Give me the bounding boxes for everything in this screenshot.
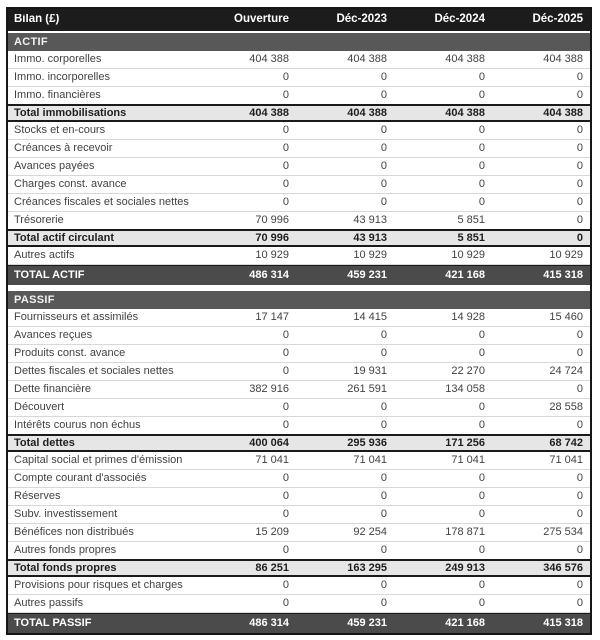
- table-row: [8, 69, 590, 87]
- cell-value: 86 251: [255, 561, 289, 574]
- table-row: [8, 542, 590, 560]
- cell-value: 0: [576, 544, 583, 556]
- subtotal-row: [8, 104, 590, 122]
- row-label: Intérêts courus non échus: [14, 420, 141, 431]
- cell-value: 415 318: [543, 269, 583, 281]
- table-row: [8, 417, 590, 435]
- row-label: Trésorerie: [14, 215, 64, 226]
- cell-value: 415 318: [543, 617, 583, 629]
- row-label: TOTAL PASSIF: [14, 618, 92, 629]
- cell-value: 0: [478, 472, 485, 484]
- cell-value: 14 415: [353, 311, 387, 323]
- row-label: Subv. investissement: [14, 509, 118, 520]
- cell-value: 0: [380, 71, 387, 83]
- cell-value: 0: [576, 124, 583, 136]
- cell-value: 0: [576, 196, 583, 208]
- cell-value: 43 913: [353, 214, 387, 226]
- table-row: [8, 577, 590, 595]
- row-label: ACTIF: [14, 36, 48, 48]
- cell-value: 0: [576, 490, 583, 502]
- row-label: Avances payées: [14, 161, 95, 172]
- cell-value: 0: [282, 419, 289, 431]
- table-row: [8, 488, 590, 506]
- cell-value: 0: [576, 142, 583, 154]
- cell-value: 15 209: [255, 526, 289, 538]
- table-row: [8, 506, 590, 524]
- table-row: [8, 381, 590, 399]
- cell-value: 134 058: [445, 383, 485, 395]
- cell-value: 0: [380, 579, 387, 591]
- row-label: Stocks et en-cours: [14, 125, 106, 136]
- cell-value: 0: [380, 544, 387, 556]
- cell-value: 0: [380, 401, 387, 413]
- cell-value: 0: [576, 71, 583, 83]
- cell-value: 0: [576, 160, 583, 172]
- cell-value: 404 388: [445, 53, 485, 65]
- cell-value: 0: [576, 508, 583, 520]
- cell-value: 0: [576, 419, 583, 431]
- table-row: [8, 309, 590, 327]
- cell-value: 70 996: [255, 231, 289, 244]
- cell-value: 0: [478, 178, 485, 190]
- cell-value: 0: [380, 178, 387, 190]
- row-label: Bénéfices non distribués: [14, 527, 134, 538]
- cell-value: 71 041: [451, 454, 485, 466]
- cell-value: 0: [478, 160, 485, 172]
- cell-value: 0: [576, 178, 583, 190]
- row-label: Créances fiscales et sociales nettes: [14, 197, 189, 208]
- row-label: Total immobilisations: [14, 107, 127, 119]
- row-label: Réserves: [14, 491, 61, 502]
- cell-value: 486 314: [249, 617, 289, 629]
- cell-value: 400 064: [249, 436, 289, 449]
- cell-value: 10 929: [255, 249, 289, 261]
- cell-value: 70 996: [255, 214, 289, 226]
- cell-value: 0: [380, 160, 387, 172]
- cell-value: 10 929: [353, 249, 387, 261]
- row-label: Immo. financières: [14, 90, 101, 101]
- balance-sheet-table: [6, 7, 592, 635]
- cell-value: 0: [478, 544, 485, 556]
- row-label: Immo. incorporelles: [14, 72, 110, 83]
- cell-value: 404 388: [347, 53, 387, 65]
- table-row: [8, 399, 590, 417]
- cell-value: 0: [478, 401, 485, 413]
- row-label: Autres fonds propres: [14, 545, 117, 556]
- cell-value: 19 931: [353, 365, 387, 377]
- cell-value: 92 254: [353, 526, 387, 538]
- row-label: PASSIF: [14, 294, 55, 306]
- cell-value: 0: [478, 508, 485, 520]
- cell-value: 404 388: [249, 53, 289, 65]
- table-row: [8, 51, 590, 69]
- cell-value: 0: [478, 579, 485, 591]
- row-label: Total dettes: [14, 437, 75, 449]
- cell-value: 0: [282, 347, 289, 359]
- section-header-row: [8, 33, 590, 51]
- cell-value: 0: [380, 508, 387, 520]
- cell-value: 0: [380, 472, 387, 484]
- grand-total-row: [8, 265, 590, 285]
- row-label: Fournisseurs et assimilés: [14, 312, 139, 323]
- cell-value: 10 929: [549, 249, 583, 261]
- cell-value: 459 231: [347, 617, 387, 629]
- row-label: Autres passifs: [14, 598, 84, 609]
- cell-value: 404 388: [445, 106, 485, 119]
- table-body: [8, 33, 590, 633]
- row-label: Dette financière: [14, 384, 92, 395]
- row-label: Compte courant d'associés: [14, 473, 147, 484]
- cell-value: 0: [282, 124, 289, 136]
- cell-value: 0: [380, 124, 387, 136]
- row-label: Découvert: [14, 402, 65, 413]
- column-header: Déc-2024: [434, 13, 485, 26]
- cell-value: 0: [282, 178, 289, 190]
- cell-value: 382 916: [249, 383, 289, 395]
- cell-value: 0: [478, 597, 485, 609]
- row-label: TOTAL ACTIF: [14, 270, 85, 281]
- cell-value: 0: [478, 89, 485, 101]
- cell-value: 0: [282, 329, 289, 341]
- cell-value: 404 388: [347, 106, 387, 119]
- row-label: Immo. corporelles: [14, 54, 102, 65]
- table-row: [8, 524, 590, 542]
- cell-value: 5 851: [457, 214, 485, 226]
- subtotal-row: [8, 559, 590, 577]
- cell-value: 0: [380, 142, 387, 154]
- cell-value: 404 388: [543, 106, 583, 119]
- cell-value: 0: [576, 472, 583, 484]
- cell-value: 0: [478, 124, 485, 136]
- cell-value: 421 168: [445, 269, 485, 281]
- cell-value: 275 534: [543, 526, 583, 538]
- row-label: Avances reçues: [14, 330, 93, 341]
- row-label: Créances à recevoir: [14, 143, 113, 154]
- table-row: [8, 452, 590, 470]
- cell-value: 71 041: [549, 454, 583, 466]
- cell-value: 163 295: [347, 561, 387, 574]
- table-row: [8, 158, 590, 176]
- cell-value: 0: [380, 419, 387, 431]
- column-header: Déc-2025: [532, 13, 583, 26]
- cell-value: 14 928: [451, 311, 485, 323]
- cell-value: 10 929: [451, 249, 485, 261]
- cell-value: 486 314: [249, 269, 289, 281]
- table-row: [8, 176, 590, 194]
- cell-value: 0: [576, 214, 583, 226]
- cell-value: 0: [380, 347, 387, 359]
- subtotal-row: [8, 434, 590, 452]
- cell-value: 15 460: [549, 311, 583, 323]
- row-label: Charges const. avance: [14, 179, 127, 190]
- cell-value: 295 936: [347, 436, 387, 449]
- cell-value: 404 388: [543, 53, 583, 65]
- cell-value: 68 742: [549, 436, 583, 449]
- cell-value: 0: [282, 89, 289, 101]
- cell-value: 459 231: [347, 269, 387, 281]
- table-row: [8, 140, 590, 158]
- cell-value: 28 558: [549, 401, 583, 413]
- cell-value: 0: [380, 490, 387, 502]
- cell-value: 0: [282, 196, 289, 208]
- cell-value: 0: [380, 597, 387, 609]
- table-row: [8, 327, 590, 345]
- cell-value: 249 913: [445, 561, 485, 574]
- cell-value: 0: [282, 365, 289, 377]
- row-label: Dettes fiscales et sociales nettes: [14, 366, 174, 377]
- grand-total-row: [8, 613, 590, 633]
- row-label: Total fonds propres: [14, 562, 117, 574]
- table-row: [8, 247, 590, 265]
- cell-value: 43 913: [353, 231, 387, 244]
- cell-value: 0: [576, 89, 583, 101]
- cell-value: 0: [282, 160, 289, 172]
- row-label: Autres actifs: [14, 250, 75, 261]
- row-label: Total actif circulant: [14, 232, 115, 244]
- table-row: [8, 470, 590, 488]
- cell-value: 178 871: [445, 526, 485, 538]
- cell-value: 346 576: [543, 561, 583, 574]
- table-row: [8, 363, 590, 381]
- table-title: Bilan (£): [14, 14, 60, 26]
- cell-value: 0: [576, 597, 583, 609]
- row-label: Provisions pour risques et charges: [14, 580, 183, 591]
- cell-value: 0: [478, 419, 485, 431]
- cell-value: 0: [282, 597, 289, 609]
- cell-value: 0: [576, 347, 583, 359]
- cell-value: 0: [380, 329, 387, 341]
- cell-value: 0: [576, 579, 583, 591]
- cell-value: 0: [478, 196, 485, 208]
- cell-value: 5 851: [457, 231, 485, 244]
- column-header: Déc-2023: [336, 13, 387, 26]
- cell-value: 0: [282, 490, 289, 502]
- cell-value: 0: [282, 472, 289, 484]
- cell-value: 0: [478, 347, 485, 359]
- cell-value: 0: [478, 329, 485, 341]
- row-label: Produits const. avance: [14, 348, 126, 359]
- cell-value: 421 168: [445, 617, 485, 629]
- cell-value: 0: [576, 329, 583, 341]
- cell-value: 0: [576, 383, 583, 395]
- cell-value: 171 256: [445, 436, 485, 449]
- cell-value: 0: [380, 196, 387, 208]
- cell-value: 261 591: [347, 383, 387, 395]
- cell-value: 0: [380, 89, 387, 101]
- cell-value: 0: [282, 508, 289, 520]
- cell-value: 0: [478, 71, 485, 83]
- cell-value: 0: [282, 579, 289, 591]
- table-header-row: [8, 9, 590, 33]
- subtotal-row: [8, 229, 590, 247]
- table-row: [8, 345, 590, 363]
- column-header: Ouverture: [234, 13, 289, 26]
- table-row: [8, 87, 590, 105]
- cell-value: 71 041: [353, 454, 387, 466]
- table-row: [8, 212, 590, 230]
- cell-value: 71 041: [255, 454, 289, 466]
- cell-value: 0: [282, 401, 289, 413]
- cell-value: 24 724: [549, 365, 583, 377]
- section-header-row: [8, 291, 590, 309]
- cell-value: 17 147: [255, 311, 289, 323]
- cell-value: 0: [282, 71, 289, 83]
- row-label: Capital social et primes d'émission: [14, 455, 183, 466]
- cell-value: 0: [576, 231, 583, 244]
- table-row: [8, 194, 590, 212]
- cell-value: 0: [282, 142, 289, 154]
- cell-value: 0: [282, 544, 289, 556]
- cell-value: 22 270: [451, 365, 485, 377]
- cell-value: 0: [478, 142, 485, 154]
- table-row: [8, 122, 590, 140]
- cell-value: 404 388: [249, 106, 289, 119]
- cell-value: 0: [478, 490, 485, 502]
- table-row: [8, 595, 590, 613]
